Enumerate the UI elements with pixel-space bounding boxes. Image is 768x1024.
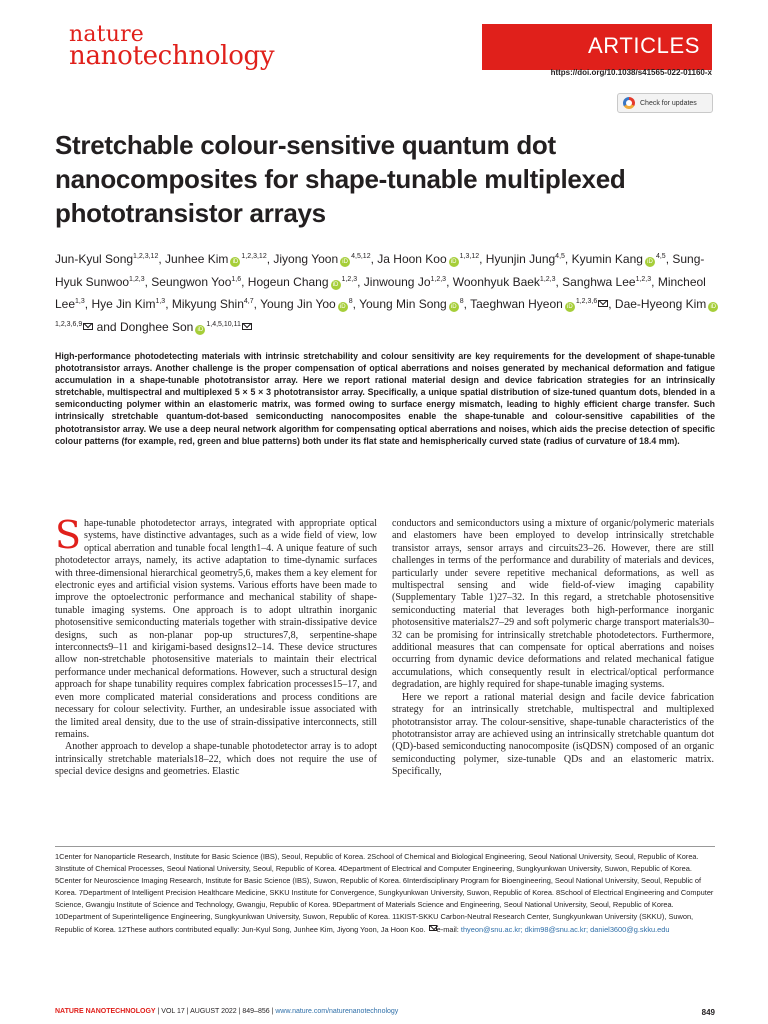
author-affiliation: 4,5,12 [351, 253, 371, 260]
author-name: Junhee Kim [165, 252, 229, 266]
doi-link[interactable]: https://doi.org/10.1038/s41565-022-01160-x [550, 68, 712, 77]
author-affiliation: 1,4,5,10,11 [206, 320, 241, 328]
author-name: Jun-Kyul Song [55, 252, 134, 266]
drop-cap: S [55, 513, 82, 557]
orcid-icon[interactable]: iD [195, 325, 205, 335]
orcid-icon[interactable]: iD [449, 302, 459, 312]
author-name: Hogeun Chang [247, 274, 329, 289]
orcid-icon[interactable]: iD [565, 302, 575, 312]
author-affiliation: 8 [459, 298, 464, 305]
body-paragraph: conductors and semiconductors using a mixture of organic/polymeric materials and elastomers have been employed to develop intrinsically stretchable transistor arrays, sensor arrays and circuits23–26. However, there are still challenges in terms of the performance and durability of materials and devices, particularly under severe repetitive mechanical deformations, as well as multispectral sensing and wide field-of-view imaging capability (Supplementary Table 1)27–32. In this regard, a stretchable photosensitive semiconducting material that leverages both high-performance inorganic photosensitive materials27–29 and soft polymeric charge transport materials30–32 can be promising for intrinsically stretchable photodetectors. Furthermore, additional measures that can compensate for optical aberrations and noises occurring from dynamic device deformations and related mechanical fatigue accumulations, which consequently result in electrical/optical performance degradation, are highly required for shape-tunable imaging systems. [392, 518, 714, 691]
author-name: Sung-Hyuk Sunwoo [55, 252, 705, 289]
author-affiliation: 1,3,12 [459, 253, 480, 260]
journal-logo[interactable] [69, 22, 275, 71]
author[interactable] [453, 275, 556, 289]
footer-url[interactable]: www.nature.com/naturenanotechnology [275, 1008, 399, 1015]
author-affiliation: 1,2,3 [341, 275, 358, 283]
author-name: Jiyong Yoon [273, 252, 339, 266]
author[interactable] [165, 252, 267, 266]
author[interactable] [359, 297, 464, 311]
author-affiliation: 1,2,3,12 [133, 253, 159, 260]
orcid-icon[interactable]: iD [331, 280, 341, 290]
author-affiliation: 4,5 [655, 253, 666, 260]
check-for-updates-label: Check for updates [640, 99, 697, 107]
author-name: Hye Jin Kim [91, 297, 156, 311]
email-icon[interactable] [83, 323, 93, 330]
crossmark-icon [623, 97, 635, 109]
author[interactable] [120, 320, 252, 334]
author[interactable] [572, 252, 666, 266]
author-affiliation: 1,3 [75, 298, 85, 305]
author[interactable] [562, 275, 651, 289]
journal-logo-line2: nanotechnology [69, 40, 275, 71]
footer-issue: | VOL 17 | AUGUST 2022 | 849–856 | [155, 1008, 276, 1015]
page-number: 849 [701, 1008, 715, 1017]
author[interactable] [172, 297, 254, 311]
check-for-updates-button[interactable] [617, 93, 713, 113]
author[interactable] [486, 252, 565, 266]
affiliations [55, 851, 715, 936]
author[interactable] [273, 252, 370, 266]
body-text: hape-tunable photodetector arrays, integrated with appropriate optical systems, have distinctive advantages, such as a wide field of view, low optical aberration and tunable focal length1–4. A unique feature of such photodetector arrays, namely, its active adaptation to time-dynamic surfaces with three-dimensional hierarchical geometry5,6, makes them a key element for electronic eyes and artificial vision systems. Various efforts have been made to improve the optoelectronic performance and mechanical stability of shape-tunable imaging systems. One approach is to adopt ultrathin inorganic photosensitive semiconducting materials together with strain-dissipative device designs, such as non-planar pop-up structures7,8, serpentine-shape interconnects9–11 and kirigami-based designs12–14. These device structures allow non-stretchable photosensitive materials to maintain their electrical performance under mechanical deformations. However, such a structural design approach for shape tunability requires complex fabrication processes15–17, and even more complicated material considerations and process conditions are necessary for colour selectivity. Further, an undesirable issue associated with the limited areal density, due to the use of strain-dissipative interconnects, still remains. [55, 518, 377, 740]
email-icon[interactable] [598, 300, 608, 307]
orcid-icon[interactable]: iD [230, 257, 240, 267]
orcid-icon[interactable]: iD [338, 302, 348, 312]
author-affiliation: 1,2,3 [430, 275, 447, 283]
author-affiliation: 1,2,3,12 [241, 253, 267, 260]
author-affiliation: 4,7 [243, 298, 254, 305]
author-name: Young Min Song [359, 297, 447, 311]
author[interactable] [260, 297, 353, 311]
author[interactable] [91, 297, 165, 311]
email-icon [429, 925, 437, 931]
author-name: Ja Hoon Koo [377, 252, 447, 266]
author-name: Young Jin Yoo [260, 297, 336, 311]
author-name: Hyunjin Jung [485, 252, 556, 266]
section-banner [482, 24, 712, 70]
author-list: Jun-Kyul Song$^{1,2,3,12}$, Junhee Kim iD$^{1,2,3,12}$, Jiyong Yoon iD$^{4,5,12}$, Ja Hoon Koo iD$^{1,3,12}$, Hyunjin Jung$^{4,5}$, Kyumin Kang iD$^{4,5}$, Sung-Hyuk Sunwoo$^{1,2,3}$, Seungwon Yoo$^{1,6}$, Hogeun Chang iD$^{1,2,3}$, Jinwoung Jo$^{1,2,3}$, Woonhyuk Baek$^{1,2,3}$, Sanghwa Lee$^{1,2,3}$, Mincheol Lee$^{1,3}$, Hye Jin Kim$^{1,3}$, Mikyung Shin$^{4,7}$, Young Jin Yoo $iD^8$, Young Min Song $iD^8$, Taeghwan Hyeon iD$^{1,2,3,6}$ , Dae-Hyeong Kim iD$^{1,2,3,6,9}$ and Donghee Son iD$^{1,4,5,10,11}$ [55, 247, 720, 337]
author-name: Kyumin Kang [571, 252, 643, 266]
author[interactable] [151, 275, 241, 289]
footnote-divider [55, 846, 715, 847]
author-name: Jinwoung Jo [363, 274, 431, 289]
author-name: Sanghwa Lee [562, 274, 636, 289]
section-label: ARTICLES [588, 33, 700, 58]
author-affiliation: 1,3 [155, 298, 166, 305]
author[interactable] [55, 252, 158, 266]
journal-logo-line1: nature [69, 22, 145, 47]
email-label: e-mail: [436, 924, 461, 934]
author-name: Mikyung Shin [171, 297, 244, 311]
email-icon[interactable] [242, 323, 252, 330]
email-addresses[interactable]: thyeon@snu.ac.kr; dkim98@snu.ac.kr; daniel3600@g.skku.edu [460, 924, 670, 934]
author-affiliation: 1,6 [231, 275, 242, 283]
author-affiliation: 1,2,3 [129, 275, 145, 283]
page-footer [55, 1008, 715, 1015]
body-column-left [55, 513, 377, 779]
author-name: Seungwon Yoo [151, 274, 232, 289]
body-column-right [392, 518, 714, 779]
body-paragraph: Another approach to develop a shape-tunable photodetector array is to adopt intrinsically stretchable materials18–22, which does not require the use of special device designs and geometries. Elastic [55, 741, 377, 778]
footer-journal: NATURE NANOTECHNOLOGY [55, 1008, 156, 1015]
affiliations-text: 1Center for Nanoparticle Research, Institute for Basic Science (IBS), Seoul, Republic of Korea. 2School of Chemical and Biological Engineering, Seoul National University, Seoul, Republic of Korea. 3Institute of Chemical Processes, Seoul National University, Seoul, Republic of Korea. 4Department of Electrical and Computer Engineering, Sungkyunkwan University, Suwon, Republic of Korea. 5Center for Neuroscience Imaging Research, Institute for Basic Science (IBS), Suwon, Republic of Korea. 6Interdisciplinary Program for Bioengineering, Seoul National University, Seoul, Republic of Korea. 7Department of Intelligent Precision Healthcare Medicine, SKKU Institute for Convergence, Sungkyunkwan University, Suwon, Republic of Korea. 8School of Electrical Engineering and Computer Science, Gwangju Institute of Science and Technology, Gwangju, Republic of Korea. 9Department of Materials Science and Engineering, Seoul National University, Seoul, Republic of Korea. 10Department of Superintelligence Engineering, Sungkyunkwan University, Suwon, Republic of Korea. 11KIST-SKKU Carbon-Neutral Research Center, Sungkyunkwan University (SKKU), Suwon, Republic of Korea. 12These authors contributed equally: Jun-Kyul Song, Junhee Kim, Jiyong Yoon, Ja Hoon Koo. [55, 852, 714, 934]
author-name: Donghee Son [119, 319, 194, 334]
author-affiliation: 8 [348, 298, 353, 305]
author[interactable] [364, 275, 446, 289]
author-name: Woonhyuk Baek [452, 274, 540, 289]
article-title: Stretchable colour-sensitive quantum dot nanocomposites for shape-tunable multiplexed phototransistor arrays [55, 130, 626, 228]
orcid-icon[interactable]: iD [340, 257, 350, 267]
author-affiliation: 1,2,3,6 [575, 298, 598, 305]
orcid-icon[interactable]: iD [645, 257, 655, 267]
author-name: Mincheol Lee [55, 274, 706, 311]
body-paragraph: Here we report a rational material design and facile device fabrication strategy for an intrinsically stretchable, multispectral and multiplexed phototransistor array. The colour-sensitive, shape-tunable characteristics of the phototransistor array are achieved using an intrinsically stretchable quantum dot (QD)-based semiconducting nanocomposite (isQDSN) composed of an organic semiconducting polymer, size-tunable QDs and an elastomeric matrix. Specifically, [392, 691, 714, 778]
author-name: Taeghwan Hyeon [470, 297, 563, 311]
author[interactable] [470, 297, 608, 311]
author[interactable] [377, 252, 479, 266]
author-affiliation: 1,2,3 [635, 275, 652, 283]
author-affiliation: 1,2,3,6,9 [55, 320, 83, 328]
author-name: Dae-Hyeong Kim [614, 297, 707, 311]
author[interactable] [248, 275, 357, 289]
author-affiliation: 1,2,3 [539, 275, 556, 283]
orcid-icon[interactable]: iD [708, 302, 718, 312]
abstract: High-performance photodetecting materials with intrinsic stretchability and colour sensitivity are key requirements for the development of shape-tunable phototransistor arrays. Another challenge is the proper compensation of optical aberrations and noises generated by mechanical deformation and fatigue accumulation in a shape-tunable phototransistor array. Here we report rational material design and device fabrication strategies for an intrinsically stretchable, multispectral and multiplexed 5 × 5 × 3 phototransistor array. Specifically, a unique spatial distribution of size-tuned quantum dots, blended in a semiconducting polymer within an elastomeric matrix, was formed owing to surface energy mismatch, leading to highly efficient charge transfer. Such intrinsically stretchable quantum-dot-based semiconducting nanocomposites enable the shape-tunable and colour-sensitive capabilities of the phototransistor array. We use a deep neural network algorithm for compensating optical aberrations and noises, which aids the precise detection of specific colour patterns (for example, red, green and blue patterns) both under its flat state and hemispherically curved state (radius of curvature of 18.4 mm). [55, 351, 715, 446]
orcid-icon[interactable]: iD [449, 257, 459, 267]
body-paragraph [55, 513, 377, 741]
author-affiliation: 4,5 [555, 253, 565, 260]
